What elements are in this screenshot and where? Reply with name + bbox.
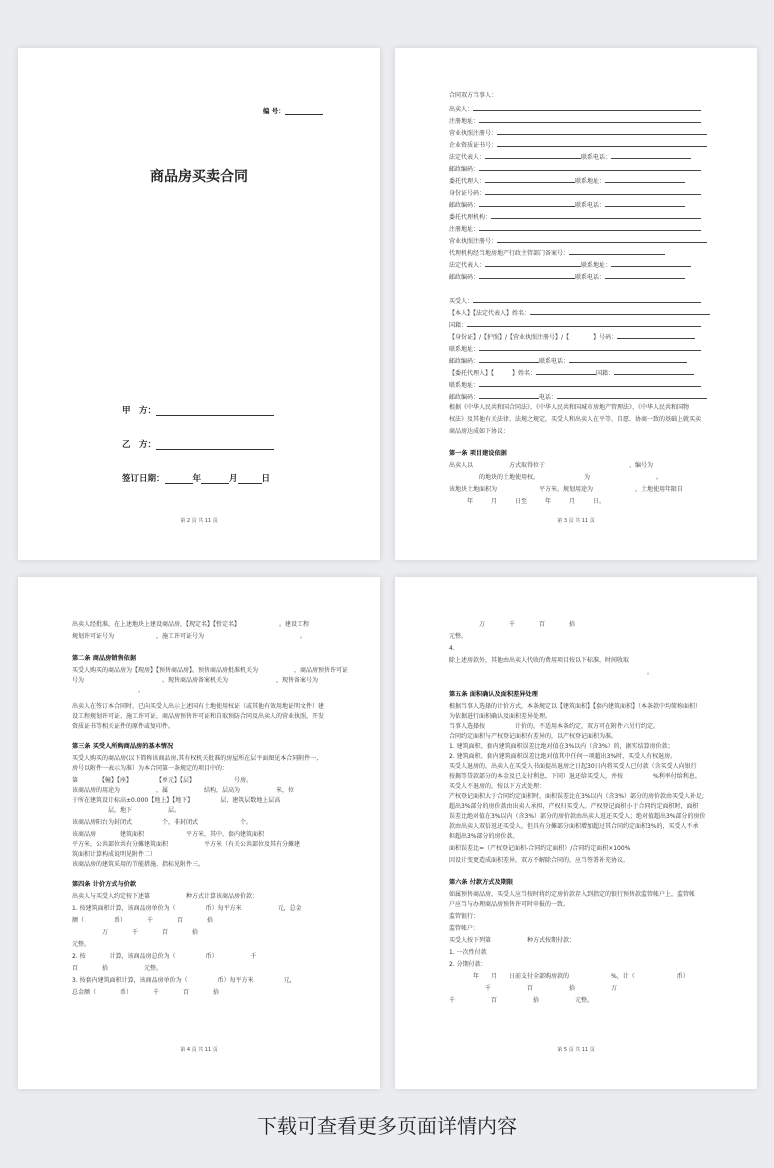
text-line: 该商品房的建筑采用的节能措施、指标见附件三。 xyxy=(72,861,205,868)
text-line: 委托代理机构： xyxy=(449,212,701,222)
text-line: 年 月 日至 年 月 日。 xyxy=(449,498,606,505)
text-line: 面积误差比=（产权登记面积-合同约定面积）/合同约定面积×100% xyxy=(449,845,631,852)
text-line: 因设计变更造成面积差异，双方不解除合同的，应当签署补充协议。 xyxy=(449,857,630,864)
text-line: 当事人选择按 计价的，不适用本条约定，双方可在附件六另行约定。 xyxy=(449,723,660,730)
text-line: 超出3%部分的房价款由出卖人承担，产权归买受人。产权登记面积小于合同约定面积时，面积 xyxy=(449,803,699,810)
party-a-field: 甲 方： xyxy=(122,404,274,416)
text-line: 营业执照注册号： xyxy=(449,128,707,138)
text-line: 买受人不退房的，按以下方式处理： xyxy=(449,783,546,790)
article-5-heading: 第五条 面积确认及面积差异处理 xyxy=(449,691,538,698)
text-line: 邮政编码： 联系电话： xyxy=(449,272,685,282)
text-line: 元整。 xyxy=(72,941,91,948)
page-footer: 第 5 页 共 11 页 xyxy=(557,1047,595,1053)
contract-page-articles-2 xyxy=(395,577,757,1089)
text-line: 按揭等贷款部分的本金及已支付利息，下同）退还给买受人，并按 %利率付给利息。 xyxy=(449,773,701,780)
page-footer: 第 4 页 共 11 页 xyxy=(180,1047,218,1053)
text-line: 【本人】【法定代表人】姓名： xyxy=(449,308,710,318)
text-line: 出卖人以 方式取得位于 、编号为 xyxy=(449,462,654,469)
text-line: 出卖人： xyxy=(449,104,701,114)
text-line: 注册地址： xyxy=(449,116,701,126)
text-line: 该地块土地面积为 平方米，规划用途为 ，土地使用年限自 xyxy=(449,486,684,493)
text-line: 买受人： xyxy=(449,296,701,306)
text-line: 2. 建筑面积、套内建筑面积误差比绝对值其中任何一项超出3%时，买受人有权退房。 xyxy=(449,753,677,760)
text-line: 买受人购买的商品房(以下简称该商品房,其有权机关批准的房屋所在层平面图见本合同附件一, xyxy=(72,755,319,762)
text-line: 该商品房阳台为封闭式 个，非封闭式 个。 xyxy=(72,819,253,826)
text-line: 法定代表人： 联系电话： xyxy=(449,152,691,162)
text-line: 委托代理人： 联系地址： xyxy=(449,176,685,186)
text-line: 1. 一次性付款 xyxy=(449,949,619,956)
preamble-text: 根据《中华人民共和国合同法》、《中华人民共和国城市房地产管理法》、《中华人民共和国物 xyxy=(449,404,690,411)
text-line: 担超出3%部分的房价款。 xyxy=(449,833,519,840)
text-line: 企业资质证书号： xyxy=(449,140,707,150)
text-line: 监管帐户： xyxy=(449,925,573,932)
text-line: 1. 按建筑面积计算，该商品房单价为（ 币）每平方米 元，总金 xyxy=(72,905,302,912)
text-line: 款由出卖人双倍返还买受人。但具有分摊部分面积增加超过其合同约定面积3%的，买受人不承 xyxy=(449,823,699,830)
text-line: 身份证号码： xyxy=(449,188,701,198)
text-line: 万 千 百 拾 xyxy=(72,929,241,936)
text-line: 。 xyxy=(449,669,654,676)
text-line: 【委托代理人】【 】姓名： 国籍： xyxy=(449,368,694,378)
text-line: 户应当与办理商品房预售许可时申报的一致。 xyxy=(449,901,570,908)
text-line: 合同约定面积与产权登记面积有差异的，以产权登记面积为准。 xyxy=(449,733,618,740)
text-line: 出卖人在签订本合同时，已向买受人出示上述国有土地使用权证（或其他有效用地证明文件）建 xyxy=(72,703,325,710)
text-line: 1. 建筑面积、套内建筑面积误差比绝对值在3%以内（含3%）的，据实结算房价款； xyxy=(449,743,674,750)
text-line: 3. 按套内建筑面积计算，该商品房单价为（ 币）每平方米 元， xyxy=(72,977,296,984)
text-line: 该商品房的用途为 ，属 结构，层高为 米，位 xyxy=(72,787,295,794)
text-line: 邮政编码： 电话： xyxy=(449,392,707,402)
text-line: 除上述房款外，其他由出卖人代收的费用项目按以下标准，时间收取 xyxy=(449,657,630,664)
text-line: 邮政编码： 联系电话： xyxy=(449,356,687,366)
text-line: 规划许可证号为 ，施工许可证号为 。 xyxy=(72,633,307,640)
page-footer: 第 2 页 共 11 页 xyxy=(180,518,218,524)
text-line: 产权登记面积大于合同约定面积时，面积误差比在3%以内（含3%）部分的房价款由买受人补足; xyxy=(449,793,705,800)
text-line: 根据当事人选择的计价方式，本条规定以【建筑面积】【套内建筑面积】（本条款中均简称面积） xyxy=(449,703,702,710)
page-footer: 第 3 页 共 11 页 xyxy=(557,518,595,524)
text-line: 买受人购买的商品房为【现房】【预售商品房】。预售商品房批准机关为 ，商品房预售许可证 xyxy=(72,667,349,674)
text-line: 的地块的土地使用权。 为 。 xyxy=(449,474,663,481)
article-1-heading: 第一条 项目建设依据 xyxy=(449,450,507,457)
party-b-field: 乙 方： xyxy=(122,438,274,450)
sign-date-field: 签订日期： 年 月 日 xyxy=(122,474,271,484)
text-line: 筑面积计算构成说明见附件二） xyxy=(72,851,157,858)
text-line: 为依据进行面积确认及面积差异处理。 xyxy=(449,713,552,720)
contract-page-articles-1 xyxy=(18,577,380,1089)
text-line: 平方米，公共部位共有分摊建筑面积 平方米（有关公共部位及其有分摊建 xyxy=(72,841,301,848)
preamble-text: 商品房达成如下协议： xyxy=(449,428,510,435)
contract-page-cover xyxy=(18,48,380,560)
article-4-heading: 第四条 计价方式与价款 xyxy=(72,881,137,888)
text-line: 误差比绝对值在3%以内（含3%）部分的房价款由出卖人返还买受人；绝对值超出3%部分的房价 xyxy=(449,813,706,820)
text-line: 联系地址： xyxy=(449,380,701,390)
download-caption: 下载可查看更多页面详情内容 xyxy=(257,1114,517,1138)
text-line: 资质证书等相关证件的原件或复印件。 xyxy=(72,723,175,730)
text-line: 监管银行： xyxy=(449,913,573,920)
text-line: 法定代表人： 联系地址： xyxy=(449,260,691,270)
text-line: 设工程规划许可证、施工许可证，商品房预售许可证和自取预防合同及出卖人的营业执照，开发 xyxy=(72,713,325,720)
text-line: 买受人按下列第 种方式按期付款： xyxy=(449,937,576,944)
text-line: 如属预售商品房，买受人应当按时将约定房价款存入到指定的银行预售款监管帐户上，监管帐 xyxy=(449,891,696,898)
text-line: 注册地址： xyxy=(449,224,701,234)
text-line: 代理机构经当地房地产行政主管部门备案号： xyxy=(449,248,665,258)
text-line: 层，地下 层。 xyxy=(72,807,181,814)
text-line: 买受人退房的，出卖人在买受人书面提出退房之日起30日内将买受人已付款（含买受人向银行 xyxy=(449,763,697,770)
contract-title: 商品房买卖合同 xyxy=(150,169,248,185)
text-line: 邮政编码： xyxy=(449,164,701,174)
text-line: 营业执照注册号： xyxy=(449,236,707,246)
text-line: 该商品房 建筑面积 平方米，其中，套内建筑面积 xyxy=(72,831,295,838)
text-line: 国籍： xyxy=(449,320,701,330)
text-line: 于所在建筑设计标高±0.000【地上】【地下】 层，建筑层数地上层高 xyxy=(72,797,281,804)
text-line: 元整。 xyxy=(449,633,468,640)
text-line: 4. xyxy=(449,645,641,652)
text-line: 出卖人经批准，在上述地块上建设商品房，【现定名】【暂定名】 。建设工程 xyxy=(72,621,310,628)
text-line: 万 千 百 拾 xyxy=(449,621,612,628)
article-6-heading: 第六条 付款方式及期限 xyxy=(449,879,514,886)
text-line: 百 拾 元整。 xyxy=(72,965,163,972)
text-line: 。 xyxy=(72,687,145,694)
text-line: 【身份证】/【护照】/【营业执照注册号】/【 】号码： xyxy=(449,332,695,342)
contract-number-label: 编 号： xyxy=(263,106,323,115)
text-line: 号为 。现售商品房备案机关为 ，现售备案号为 xyxy=(72,677,319,684)
article-2-heading: 第二条 商品房销售依据 xyxy=(72,655,137,662)
text-line: 出卖人与买受人约定按下述第 种方式计算该商品房价款： xyxy=(72,893,259,900)
article-3-heading: 第三条 买受人所购商品房的基本情况 xyxy=(72,743,174,750)
text-line: 额（ 币） 千 百 拾 xyxy=(72,917,250,924)
preamble-text: 权法》及其他有关法律、法规之规定，买受人和出卖人在平等、自愿、协商一致的基础上就买卖 xyxy=(449,416,702,423)
text-line: 千 百 拾 万 xyxy=(449,985,618,992)
text-line: 房号以附件一表示为准）为本合同第一条规定的项目中的： xyxy=(72,765,229,772)
text-line: 2. 分期付款： xyxy=(449,961,487,968)
text-line: 联系地址： xyxy=(449,344,701,354)
contract-page-parties xyxy=(395,48,757,560)
text-line: 邮政编码： 联系电话： xyxy=(449,200,685,210)
text-line: 总金额（ 币） 千 百 拾 xyxy=(72,989,220,996)
text-line: 合同双方当事人： xyxy=(449,92,498,99)
text-line: 千 百 拾 元整。 xyxy=(449,997,594,1004)
text-line: 第 【幢】【座】 【单元】【层】 号房。 xyxy=(72,777,253,784)
text-line: 2. 按 计算，该商品房总价为（ 币） 千 xyxy=(72,953,257,960)
text-line: 年 月 日前支付全部购房款的 %，计（ 币） xyxy=(449,973,689,980)
